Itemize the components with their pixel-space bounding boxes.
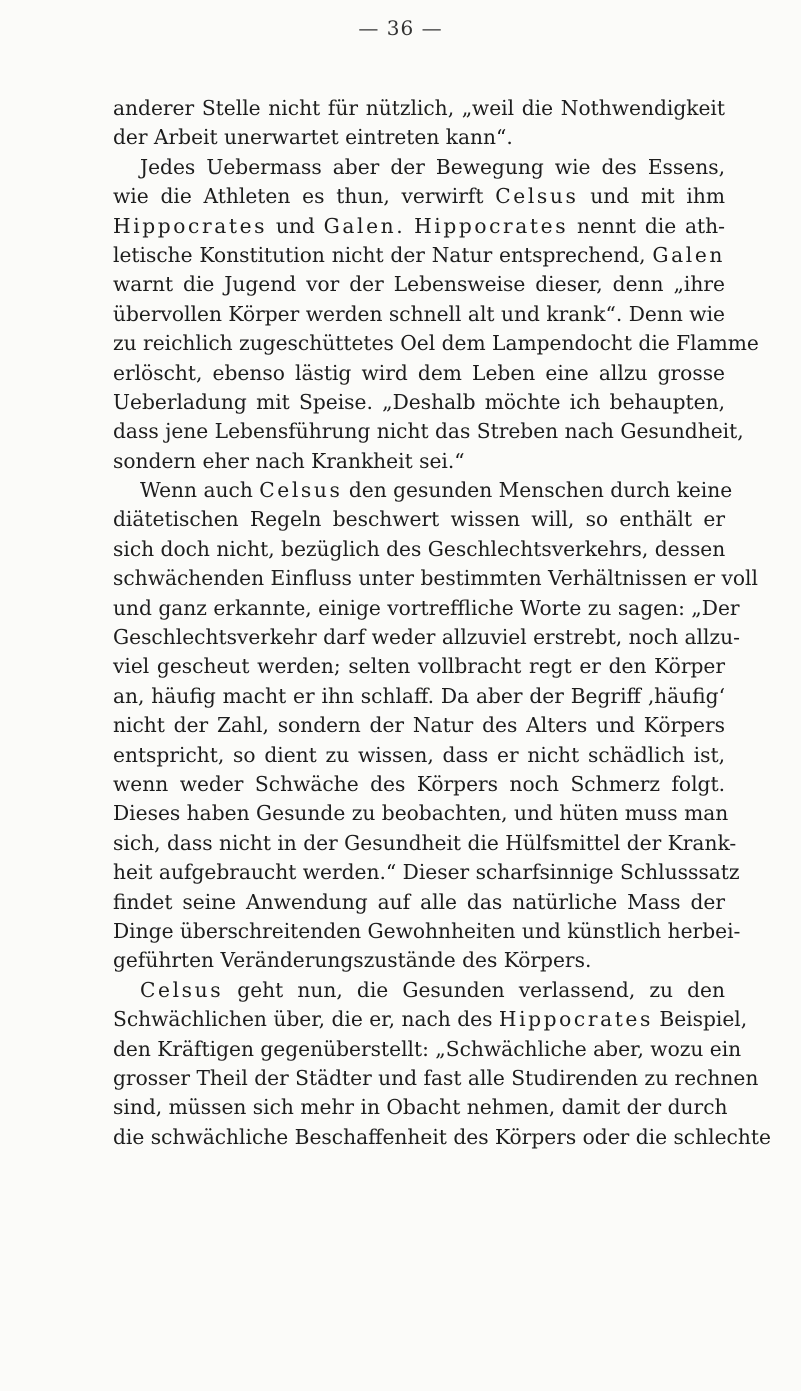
text-line xyxy=(113,270,725,299)
text-line xyxy=(113,123,725,152)
text-segment: Wenn auch xyxy=(140,478,260,503)
text-segment: Beispiel, xyxy=(652,1007,748,1032)
body-text xyxy=(113,94,771,1152)
text-segment: Dinge überschreitenden Gewohnheiten und künstlich herbei- xyxy=(113,918,741,943)
text-line xyxy=(113,535,725,564)
text-line xyxy=(113,976,725,1005)
text-segment: dass jene Lebensführung nicht das Streben nach Gesundheit, xyxy=(113,419,744,444)
text-segment: schwächenden Einfluss unter bestimmten Verhältnissen er voll xyxy=(113,566,758,591)
text-segment: sich, dass nicht in der Gesundheit die Hülfsmittel der Krank- xyxy=(113,830,737,855)
text-line xyxy=(113,888,725,917)
text-segment: entspricht, so dient zu wissen, dass er nicht schädlich ist, xyxy=(113,742,725,767)
text-segment: den Kräftigen gegenüberstellt: „Schwächliche aber, wozu ein xyxy=(113,1036,742,1061)
text-segment: heit aufgebraucht werden.“ Dieser scharfsinnige Schlusssatz xyxy=(113,860,740,885)
text-segment: übervollen Körper werden schnell alt und krank“. Denn wie xyxy=(113,301,725,326)
emphasized-name: Hippocrates xyxy=(414,213,569,238)
text-line xyxy=(113,770,725,799)
text-line xyxy=(113,300,725,329)
text-segment xyxy=(405,214,414,238)
text-line xyxy=(113,564,758,593)
text-line xyxy=(113,1035,742,1064)
text-segment: an, häufig macht er ihn schlaff. Da aber der Begriff ‚häufig‘ xyxy=(113,683,725,708)
text-line xyxy=(113,829,737,858)
emphasized-name: Celsus xyxy=(140,977,224,1002)
text-segment: sondern eher nach Krankheit sei.“ xyxy=(113,448,465,473)
text-segment: nicht der Zahl, sondern der Natur des Alters und Körpers xyxy=(113,713,725,738)
text-segment: die schwächliche Beschaffenheit des Körpers oder die schlechte xyxy=(113,1124,771,1149)
text-segment: Geschlechtsverkehr darf weder allzuviel erstrebt, noch allzu- xyxy=(113,625,740,650)
text-segment: geht nun, die Gesunden verlassend, zu den xyxy=(223,977,725,1002)
text-line xyxy=(113,1064,759,1093)
text-segment: Jedes Uebermass aber der Bewegung wie des Essens, xyxy=(140,154,725,179)
text-segment: sich doch nicht, bezüglich des Geschlechtsverkehrs, dessen xyxy=(113,536,726,561)
text-segment: Dieses haben Gesunde zu beobachten, und hüten muss man xyxy=(113,801,729,826)
text-segment: Schwächlichen über, die er, nach des xyxy=(113,1007,499,1032)
text-line xyxy=(113,623,740,652)
text-segment: zu reichlich zugeschüttetes Oel dem Lampendocht die Flamme xyxy=(113,331,759,356)
text-line xyxy=(113,1093,728,1122)
text-line xyxy=(113,682,725,711)
text-line xyxy=(113,417,744,446)
text-line xyxy=(113,711,725,740)
text-line xyxy=(113,741,725,770)
text-line xyxy=(113,476,733,505)
text-line xyxy=(113,359,725,388)
text-segment: und xyxy=(267,213,324,238)
text-segment: wie die Athleten es thun, verwirft xyxy=(113,184,496,209)
emphasized-name: Hippocrates xyxy=(498,1007,653,1032)
emphasized-name: Galen xyxy=(652,242,725,267)
text-segment: letische Konstitution nicht der Natur entsprechend, xyxy=(113,242,653,267)
emphasized-name: Celsus xyxy=(259,478,343,503)
text-segment: findet seine Anwendung auf alle das natürliche Mass der xyxy=(113,889,725,914)
page-number: — 36 — xyxy=(358,16,443,40)
text-segment: und ganz erkannte, einige vortreffliche Worte zu sagen: „Der xyxy=(113,595,740,620)
text-line xyxy=(113,1005,748,1034)
text-line xyxy=(113,329,759,358)
text-segment: grosser Theil der Städter und fast alle Studirenden zu rechnen xyxy=(113,1065,759,1090)
text-line xyxy=(113,799,729,828)
text-segment: warnt die Jugend vor der Lebensweise dieser, denn „ihre xyxy=(113,272,725,297)
emphasized-name: Celsus xyxy=(495,184,579,209)
text-line xyxy=(113,447,725,476)
text-line xyxy=(113,182,725,211)
text-line xyxy=(113,917,741,946)
text-segment: wenn weder Schwäche des Körpers noch Schmerz folgt. xyxy=(113,771,725,796)
text-segment: und mit ihm xyxy=(578,184,725,209)
emphasized-name: Galen. xyxy=(323,213,406,238)
text-line xyxy=(113,858,740,887)
text-line xyxy=(113,1123,771,1152)
text-line xyxy=(113,594,740,623)
text-segment: Ueberladung mit Speise. „Deshalb möchte ich behaupten, xyxy=(113,389,725,414)
text-line xyxy=(113,212,725,241)
text-segment: sind, müssen sich mehr in Obacht nehmen, damit der durch xyxy=(113,1095,728,1120)
emphasized-name: Hippocrates xyxy=(113,213,268,238)
text-segment: geführten Veränderungszustände des Körpers. xyxy=(113,948,592,973)
text-segment: der Arbeit unerwartet eintreten kann“. xyxy=(113,125,513,150)
text-line xyxy=(113,505,725,534)
text-segment: diätetischen Regeln beschwert wissen will, so enthält er xyxy=(113,507,725,532)
text-line xyxy=(113,946,725,975)
text-segment: anderer Stelle nicht für nützlich, „weil die Nothwendigkeit xyxy=(113,96,725,120)
text-segment: den gesunden Menschen durch keine xyxy=(342,478,733,503)
text-line xyxy=(113,652,725,681)
text-segment: nennt die ath- xyxy=(568,213,725,238)
text-line xyxy=(113,388,725,417)
text-segment: viel gescheut werden; selten vollbracht regt er den Körper xyxy=(113,654,725,679)
text-segment: erlöscht, ebenso lästig wird dem Leben eine allzu grosse xyxy=(113,360,725,385)
text-line xyxy=(113,94,725,123)
text-line xyxy=(113,153,725,182)
text-line xyxy=(113,241,725,270)
